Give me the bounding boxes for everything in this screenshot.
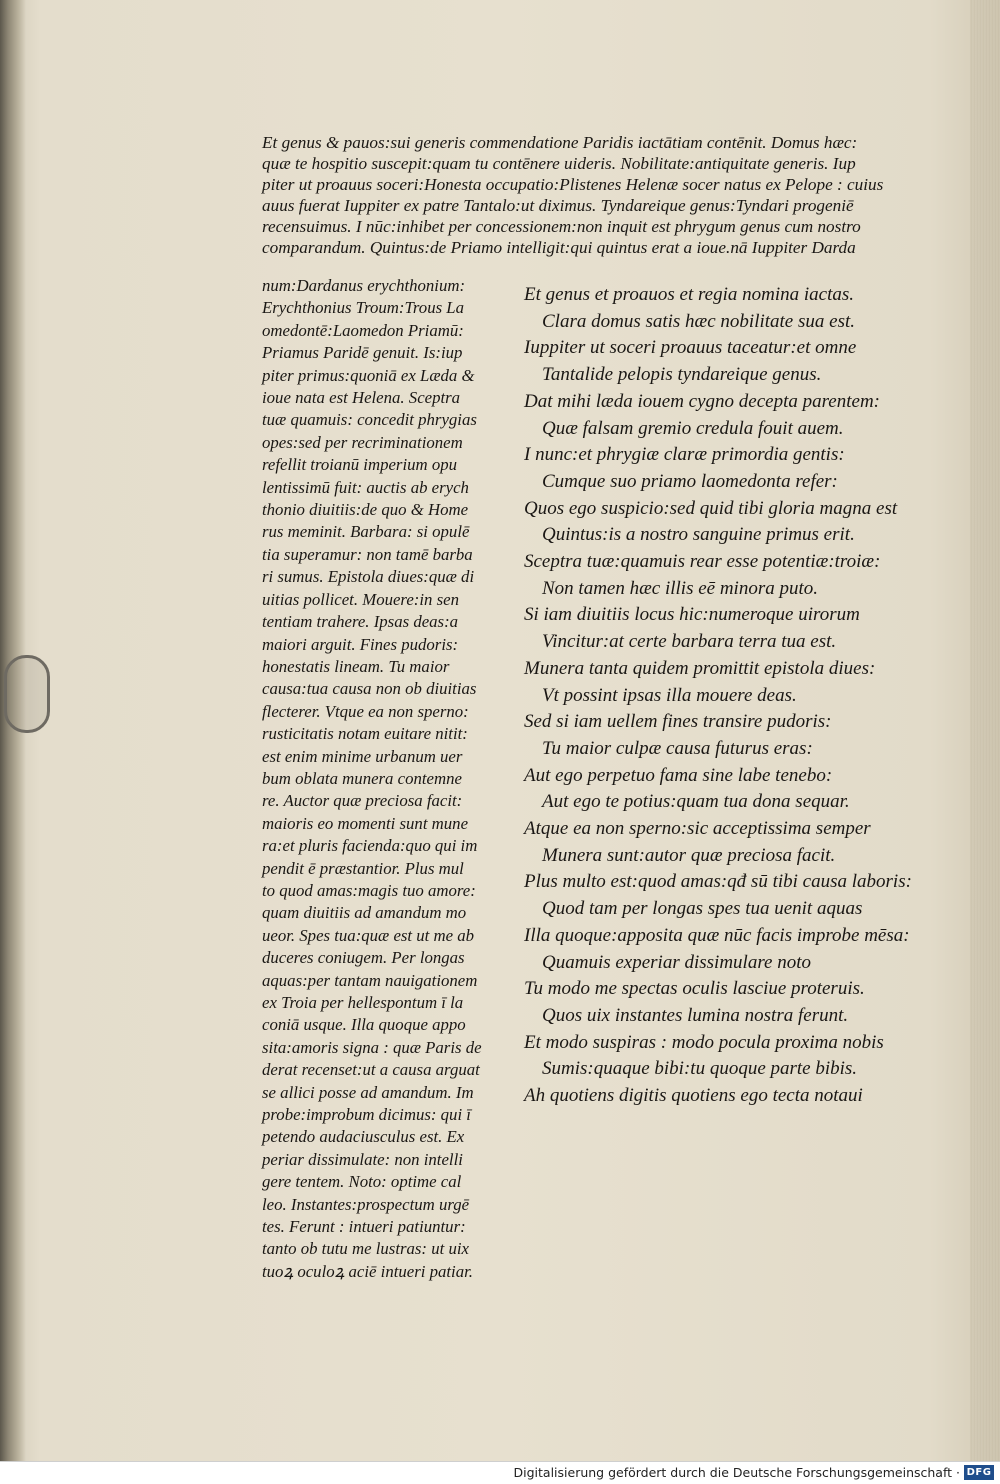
verse-line: Et modo suspiras : modo pocula proxima nobis: [524, 1031, 884, 1053]
verse-line: Et genus et proauos et regia nomina iactas.: [524, 284, 855, 305]
commentary-line: se allici posse ad amandum. Im: [262, 1082, 474, 1102]
page-gutter: [0, 0, 26, 1484]
commentary-line: quam diuitiis ad amandum mo: [262, 903, 467, 923]
verse-line: Quos ego suspicio:sed quid tibi gloria magna est: [524, 497, 898, 519]
verse-line: Quintus:is a nostro sanguine primus erit.: [542, 524, 855, 546]
commentary-top-block: [262, 132, 883, 258]
verse-line: Munera sunt:autor quæ preciosa facit.: [542, 844, 836, 866]
verse-line: I nunc:et phrygiæ claræ primordia gentis:: [524, 444, 845, 466]
metal-clip: [4, 655, 50, 733]
funding-notice: Digitalisierung gefördert durch die Deutsche Forschungsgemeinschaft ·: [513, 1465, 960, 1480]
commentary-line: honestatis lineam. Tu maior: [262, 656, 450, 676]
verse-line: Vincitur:at certe barbara terra tua est.: [542, 631, 837, 653]
commentary-line: re. Auctor quæ preciosa facit:: [262, 791, 463, 811]
commentary-line: lentissimū fuit: auctis ab erych: [262, 477, 469, 497]
verse-line: Quæ falsam gremio credula fouit auem.: [542, 417, 844, 439]
commentary-line: ex Troia per hellespontum ī la: [262, 993, 464, 1012]
verse-line: Atque ea non sperno:sic acceptissima semper: [524, 818, 871, 840]
commentary-line: piter primus:quoniā ex Læda &: [262, 365, 475, 385]
commentary-line: duceres coniugem. Per longas: [262, 948, 465, 968]
verse-line: Cumque suo priamo laomedonta refer:: [542, 470, 838, 492]
commentary-line: tuoꝝ oculoꝝ aciē intueri patiar.: [262, 1261, 473, 1281]
verse-line: Illa quoque:apposita quæ nūc facis improbe mēsa:: [524, 924, 910, 946]
commentary-line: periar dissimulate: non intelli: [262, 1149, 463, 1169]
commentary-line: ioue nata est Helena. Sceptra: [262, 388, 461, 408]
verse-line: Quamuis experiar dissimulare noto: [542, 951, 811, 973]
verse-line: Vt possint ipsas illa mouere deas.: [542, 684, 797, 706]
verse-line: Clara domus satis hæc nobilitate sua est.: [542, 310, 855, 332]
verse-line: Sed si iam uellem fines transire pudoris:: [524, 711, 832, 733]
page-edge-stack: [970, 0, 1000, 1484]
verse-line: Si iam diuitiis locus hic:numeroque uirorum: [524, 604, 860, 626]
commentary-line: coniā usque. Illa quoque appo: [262, 1015, 466, 1035]
verse-line: Quod tam per longas spes tua uenit aquas: [542, 898, 863, 920]
commentary-line: est enim minime urbanum uer: [262, 746, 463, 766]
commentary-line: refellit troianū imperium opu: [262, 455, 457, 475]
commentary-line: gere tentem. Noto: optime cal: [262, 1172, 462, 1192]
commentary-line: comparandum. Quintus:de Priamo intelligit:qui quintus erat a ioue.nā Iuppiter Darda: [262, 238, 856, 257]
verse-line: Sumis:quaque bibi:tu quoque parte bibis.: [542, 1058, 858, 1080]
commentary-line: maiori arguit. Fines pudoris:: [262, 634, 459, 654]
verse-line: Plus multo est:quod amas:qđ sū tibi causa laboris:: [524, 871, 912, 893]
verse-line: Quos uix instantes lumina nostra ferunt.: [542, 1004, 849, 1026]
verse-line: Tu modo me spectas oculis lasciue proteruis.: [524, 978, 865, 1000]
dfg-logo: DFG: [964, 1465, 994, 1480]
verse-line: Sceptra tuæ:quamuis rear esse potentiæ:troiæ:: [524, 551, 881, 573]
commentary-line: auus fuerat Iuppiter ex patre Tantalo:ut diximus. Tyndareique genus:Tyndari progeniē: [262, 196, 854, 215]
verse-line: Aut ego perpetuo fama sine labe tenebo:: [524, 764, 833, 786]
commentary-line: ra:et pluris facienda:quo qui im: [262, 836, 478, 856]
commentary-line: uitias pollicet. Mouere:in sen: [262, 589, 459, 609]
commentary-line: causa:tua causa non ob diuitias: [262, 679, 477, 699]
commentary-line: maioris eo momenti sunt mune: [262, 813, 469, 833]
commentary-line: tentiam trahere. Ipsas deas:a: [262, 612, 459, 632]
verse-line: Tu maior culpæ causa futurus eras:: [542, 737, 813, 759]
commentary-left-column: [262, 275, 482, 1283]
commentary-line: rus meminit. Barbara: si opulē: [262, 522, 470, 542]
verse-line: Iuppiter ut soceri proauus taceatur:et omne: [524, 337, 857, 359]
commentary-line: leo. Instantes:prospectum urgē: [262, 1194, 470, 1214]
commentary-line: ri sumus. Epistola diues:quæ di: [262, 567, 475, 587]
commentary-line: pendit ē præstantior. Plus mul: [262, 858, 464, 878]
commentary-line: ueor. Spes tua:quæ est ut me ab: [262, 925, 475, 945]
commentary-line: opes:sed per recriminationem: [262, 432, 463, 452]
commentary-line: bum oblata munera contemne: [262, 768, 462, 788]
commentary-line: Et genus & pauos:sui generis commendatione Paridis iactātiam contēnit. Domus hæc:: [262, 133, 858, 152]
commentary-line: tuæ quamuis: concedit phrygias: [262, 410, 477, 430]
commentary-line: Priamus Paridē genuit. Is:iup: [262, 343, 463, 363]
verse-line: Munera tanta quidem promittit epistola diues:: [524, 657, 876, 679]
commentary-line: to quod amas:magis tuo amore:: [262, 880, 476, 900]
commentary-line: flecterer. Vtque ea non sperno:: [262, 701, 469, 721]
verse-column: [524, 282, 912, 1110]
footer-bar: [0, 1461, 1000, 1484]
commentary-line: tanto ob tutu me lustras: ut uix: [262, 1239, 469, 1259]
commentary-line: quæ te hospitio suscepit:quam tu contēnere uideris. Nobilitate:antiquitate generis. Iup: [262, 154, 856, 173]
commentary-line: derat recenset:ut a causa arguat: [262, 1060, 480, 1080]
commentary-line: aquas:per tantam nauigationem: [262, 970, 478, 990]
verse-line: Ah quotiens digitis quotiens ego tecta notaui: [524, 1085, 863, 1107]
verse-line: Non tamen hæc illis eē minora puto.: [542, 577, 819, 599]
verse-line: Dat mihi læda iouem cygno decepta parentem:: [524, 390, 880, 412]
commentary-line: omedontē:Laomedon Priamū:: [262, 320, 464, 340]
commentary-line: thonio diuitiis:de quo & Home: [262, 500, 469, 520]
commentary-line: num:Dardanus erychthonium:: [262, 276, 466, 295]
verse-line: Aut ego te potius:quam tua dona sequar.: [542, 791, 850, 813]
commentary-line: sita:amoris signa : quæ Paris de: [262, 1037, 482, 1057]
commentary-line: rusticitatis notam euitare nitit:: [262, 724, 468, 744]
commentary-line: probe:improbum dicimus: qui ī: [262, 1105, 471, 1125]
commentary-line: recensuimus. I nūc:inhibet per concessionem:non inquit est phrygum genus cum nostro: [262, 217, 861, 236]
commentary-line: piter ut proauus soceri:Honesta occupatio:Plistenes Helenæ socer natus ex Pelope : cuius: [262, 175, 884, 194]
commentary-line: petendo audaciusculus est. Ex: [262, 1127, 465, 1147]
commentary-line: Erychthonius Troum:Trous La: [262, 298, 465, 318]
verse-line: Tantalide pelopis tyndareique genus.: [542, 364, 822, 386]
commentary-line: tes. Ferunt : intueri patiuntur:: [262, 1217, 466, 1237]
commentary-line: tia superamur: non tamē barba: [262, 544, 473, 564]
